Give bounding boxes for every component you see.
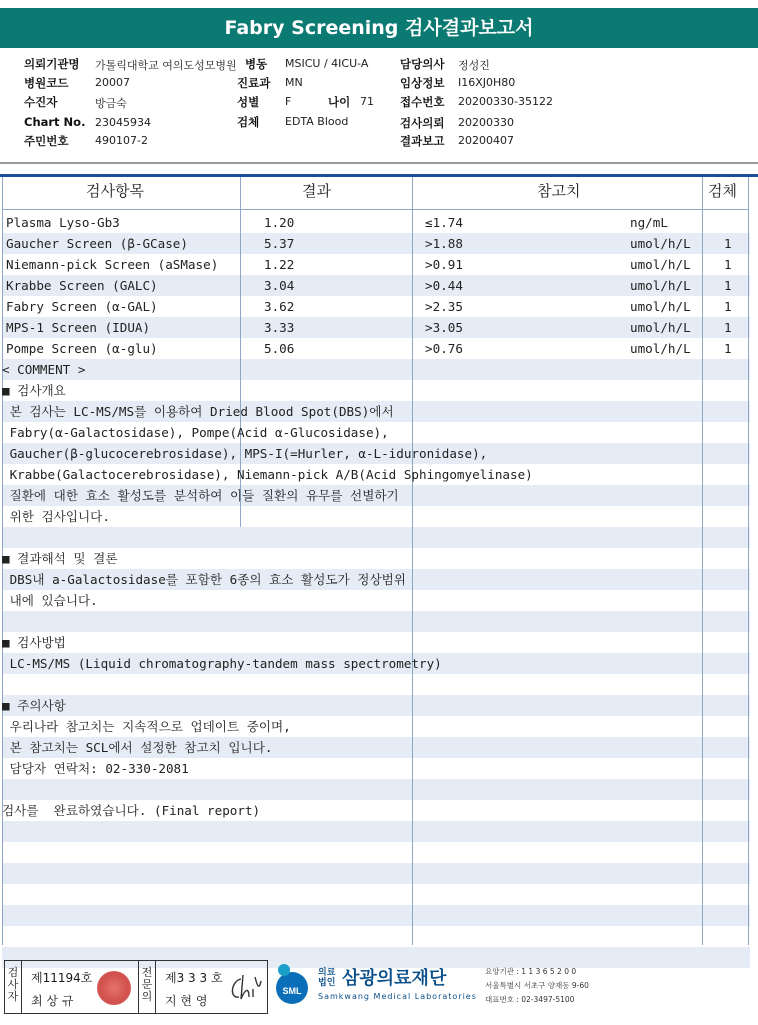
table-row: [0, 212, 758, 233]
doctor-value: 정성진: [458, 59, 490, 72]
unit: umol/h/L: [630, 299, 691, 314]
specialist-name: 지 현 영: [165, 994, 208, 1008]
comment-header: < COMMENT >: [2, 362, 86, 377]
result-value: 1.22: [264, 257, 295, 272]
rrn-label: 주민번호: [24, 134, 69, 148]
specialist-license: 제3 3 3 호: [165, 971, 223, 985]
comment-line: [2, 674, 758, 695]
comment-line: [2, 527, 758, 548]
row-stripe: [2, 905, 750, 926]
specimen-count: 1: [724, 341, 732, 356]
unit: umol/h/L: [630, 320, 691, 335]
table-row: [0, 254, 758, 275]
col-header-item: 검사항목: [86, 182, 144, 200]
request-value: 20200330: [458, 116, 514, 129]
comment-line: LC-MS/MS (Liquid chromatography-tandem mass spectrometry): [2, 656, 442, 671]
sex-value: F: [285, 95, 292, 108]
report-date-value: 20200407: [458, 134, 514, 147]
age-value: 71: [360, 95, 374, 108]
unit: umol/h/L: [630, 278, 691, 293]
seal-stamp: [97, 971, 131, 1005]
specimen-count: 1: [724, 236, 732, 251]
doctor-label: 담당의사: [400, 57, 445, 71]
item-name: Plasma Lyso-Gb3: [6, 215, 120, 230]
signature-box: [4, 960, 268, 1014]
sml-logo-icon: [272, 962, 312, 1006]
unit: umol/h/L: [630, 236, 691, 251]
receipt-label: 접수번호: [400, 95, 445, 109]
signature-footer: [0, 958, 758, 1018]
chart-label: Chart No.: [24, 115, 86, 129]
section-heading: ■ 주의사항: [2, 698, 66, 713]
corp-name: 삼광의료재단: [342, 968, 447, 989]
patient-info: [0, 54, 758, 154]
reference-value: >1.88: [425, 236, 463, 251]
item-name: Pompe Screen (α-glu): [6, 341, 158, 356]
result-value: 1.20: [264, 215, 295, 230]
comment-line: 담당자 연락처: 02-330-2081: [2, 761, 189, 776]
report-date-label: 결과보고: [400, 134, 445, 148]
comment-line: [2, 611, 758, 632]
reference-value: >0.76: [425, 341, 463, 356]
ward-value: MSICU / 4ICU-A: [285, 57, 369, 70]
comment-line: 질환에 대한 효소 활성도를 분석하여 이들 질환의 유무를 선별하기: [2, 488, 399, 503]
reference-value: >0.91: [425, 257, 463, 272]
row-stripe: [2, 842, 750, 863]
receipt-value: 20200330-35122: [458, 95, 553, 108]
specimen-count: 1: [724, 257, 732, 272]
item-name: MPS-1 Screen (IDUA): [6, 320, 151, 335]
institution-code: 요양기관 : 1 1 3 6 5 2 0 0: [485, 967, 577, 976]
table-row: [0, 338, 758, 359]
specimen-count: 1: [724, 299, 732, 314]
address: 서울특별시 서초구 양재동 9-60: [485, 981, 589, 990]
hospital-code-label: 병원코드: [24, 76, 69, 90]
comment-line: 검사를 완료하였습니다. (Final report): [2, 803, 261, 818]
unit: umol/h/L: [630, 341, 691, 356]
ward-label: 병동: [245, 57, 268, 71]
examiner-name: 최 상 규: [31, 994, 74, 1008]
item-name: Krabbe Screen (GALC): [6, 278, 158, 293]
request-label: 검사의뢰: [400, 116, 445, 130]
item-name: Gaucher Screen (β-GCase): [6, 236, 188, 251]
comment-line: 본 검사는 LC-MS/MS를 이용하여 Dried Blood Spot(DBS)에서: [2, 404, 394, 419]
header-rule: [2, 209, 748, 210]
logo-text: SML: [282, 986, 302, 996]
table-row: [0, 296, 758, 317]
row-stripe: [2, 926, 750, 947]
corp-english: Samkwang Medical Laboratories: [318, 992, 477, 1001]
comment-line: 위한 검사입니다.: [2, 509, 110, 524]
section-heading: ■ 검사개요: [2, 383, 66, 398]
patient-value: 방금숙: [95, 97, 127, 110]
report-title: Fabry Screening 검사결과보고서: [0, 8, 758, 48]
specimen-label: 검체: [237, 115, 260, 129]
examiner-label: 검사자: [7, 966, 19, 1003]
table-row: [0, 275, 758, 296]
table-row: [0, 233, 758, 254]
col-header-specimen: 검체: [708, 182, 737, 200]
result-value: 3.04: [264, 278, 295, 293]
comment-line: Fabry(α-Galactosidase), Pompe(Acid α-Glucosidase),: [2, 425, 389, 440]
comment-line: DBS내 a-Galactosidase를 포함한 6종의 효소 활성도가 정상범위: [2, 572, 406, 587]
age-label: 나이: [328, 95, 351, 109]
reference-value: >2.35: [425, 299, 463, 314]
signature: [227, 971, 263, 1005]
examiner-license: 제11194호: [31, 971, 93, 985]
item-name: Fabry Screen (α-GAL): [6, 299, 158, 314]
specimen-value: EDTA Blood: [285, 115, 349, 128]
result-value: 3.33: [264, 320, 295, 335]
sex-label: 성별: [237, 95, 260, 109]
rrn-value: 490107-2: [95, 134, 148, 147]
unit: umol/h/L: [630, 257, 691, 272]
reference-value: ≤1.74: [425, 215, 463, 230]
row-stripe: [2, 884, 750, 905]
clinical-label: 임상정보: [400, 76, 445, 90]
institution-value: 가톨릭대학교 여의도성모병원: [95, 59, 237, 72]
patient-label: 수진자: [24, 95, 58, 109]
row-stripe: [2, 863, 750, 884]
result-value: 5.06: [264, 341, 295, 356]
section-heading: ■ 검사방법: [2, 635, 66, 650]
unit: ng/mL: [630, 215, 668, 230]
result-value: 3.62: [264, 299, 295, 314]
reference-value: >0.44: [425, 278, 463, 293]
dept-label: 진료과: [237, 76, 271, 90]
clinical-value: I16XJ0H80: [458, 76, 516, 89]
comment-line: Krabbe(Galactocerebrosidase), Niemann-pick A/B(Acid Sphingomyelinase): [2, 467, 533, 482]
result-value: 5.37: [264, 236, 295, 251]
row-stripe: [2, 821, 750, 842]
comment-line: [2, 779, 758, 800]
comment-line: Gaucher(β-glucocerebrosidase), MPS-I(=Hurler, α-L-iduronidase),: [2, 446, 488, 461]
comment-line: 본 참고치는 SCL에서 설정한 참고치 입니다.: [2, 740, 273, 755]
col-header-result: 결과: [302, 182, 331, 200]
table-row: [0, 317, 758, 338]
specimen-count: 1: [724, 278, 732, 293]
specimen-count: 1: [724, 320, 732, 335]
item-name: Niemann-pick Screen (aSMase): [6, 257, 219, 272]
comment-line: 우리나라 참고치는 지속적으로 업데이트 중이며,: [2, 719, 291, 734]
reference-value: >3.05: [425, 320, 463, 335]
divider: [0, 162, 758, 164]
hospital-code-value: 20007: [95, 76, 130, 89]
phone: 대표번호 : 02-3497-5100: [485, 995, 575, 1004]
corp-type: 의료법인: [318, 968, 336, 988]
institution-label: 의뢰기관명: [24, 57, 80, 71]
specialist-label: 전문의: [141, 966, 153, 1003]
dept-value: MN: [285, 76, 303, 89]
section-heading: ■ 결과해석 및 결론: [2, 551, 118, 566]
chart-value: 23045934: [95, 116, 151, 129]
col-header-reference: 참고치: [537, 182, 581, 200]
comment-line: 내에 있습니다.: [2, 593, 98, 608]
